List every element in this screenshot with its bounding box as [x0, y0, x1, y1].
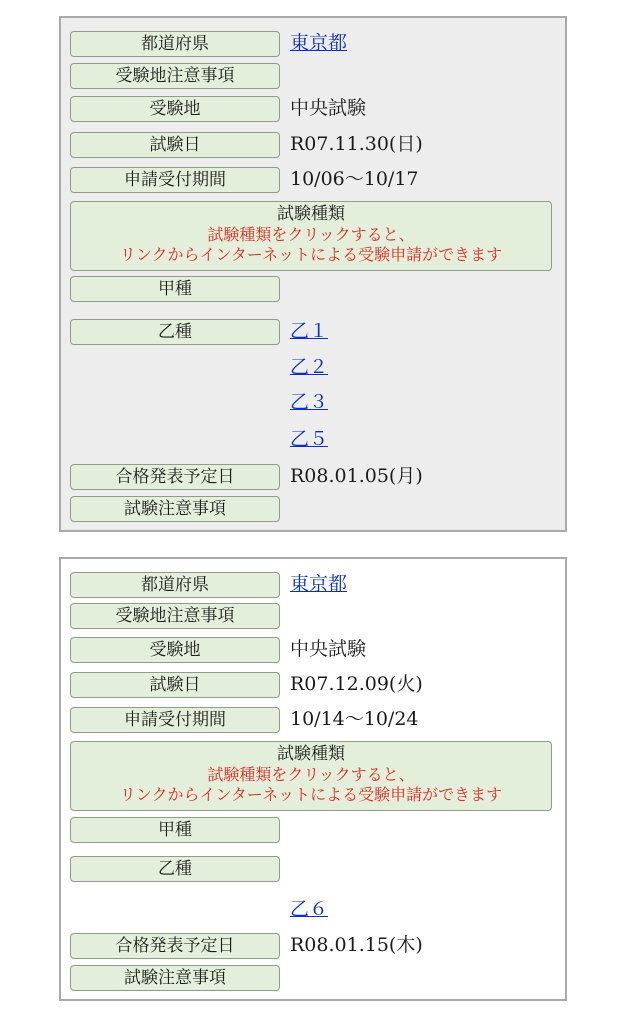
prefecture-link[interactable]: 東京都: [290, 32, 348, 54]
exam-types-label: 試験種類: [277, 204, 345, 224]
venue-row: [70, 96, 558, 122]
venue-notes-label: 受験地注意事項: [70, 63, 280, 89]
prefecture-row: [70, 572, 558, 598]
otsu-row: [70, 856, 558, 882]
exam-date-label: 試験日: [70, 132, 280, 158]
exam-card-1: [59, 16, 567, 532]
prefecture-row: [70, 31, 558, 57]
exam-notes-row: [70, 496, 558, 522]
otsu-1-link[interactable]: 乙１: [290, 320, 329, 342]
exam-types-note-line2: リンクからインターネットによる受験申請ができます: [119, 785, 503, 804]
exam-types-label: 試験種類: [277, 744, 345, 764]
result-date-label: 合格発表予定日: [70, 464, 280, 490]
venue-value: 中央試験: [290, 638, 367, 660]
exam-date-row: [70, 672, 558, 698]
venue-notes-label: 受験地注意事項: [70, 603, 280, 629]
application-period-row: [70, 167, 558, 193]
exam-notes-label: 試験注意事項: [70, 496, 280, 522]
exam-types-banner: [70, 741, 552, 811]
result-date-value: R08.01.05(月): [290, 465, 423, 487]
result-date-row: [70, 933, 558, 959]
application-period-value: 10/06～10/17: [290, 168, 419, 190]
otsu-5-link[interactable]: 乙５: [290, 428, 329, 450]
exam-date-label: 試験日: [70, 672, 280, 698]
venue-row: [70, 637, 558, 663]
exam-types-banner: [70, 201, 552, 271]
application-period-value: 10/14～10/24: [290, 708, 419, 730]
exam-date-value: R07.12.09(火): [290, 673, 423, 695]
exam-types-note-line2: リンクからインターネットによる受験申請ができます: [119, 245, 503, 264]
otsu-label: 乙種: [70, 319, 280, 345]
application-period-label: 申請受付期間: [70, 167, 280, 193]
otsu-3-link[interactable]: 乙３: [290, 391, 329, 413]
venue-notes-row: [70, 63, 558, 89]
exam-types-note-line1: 試験種類をクリックすると、: [207, 225, 415, 244]
exam-card-2: [59, 557, 567, 1001]
result-date-value: R08.01.15(木): [290, 934, 423, 956]
otsu-label: 乙種: [70, 856, 280, 882]
result-date-label: 合格発表予定日: [70, 933, 280, 959]
exam-date-row: [70, 132, 558, 158]
exam-date-value: R07.11.30(日): [290, 133, 423, 155]
venue-notes-row: [70, 603, 558, 629]
kou-row: [70, 817, 558, 843]
kou-label: 甲種: [70, 817, 280, 843]
exam-notes-label: 試験注意事項: [70, 965, 280, 991]
venue-value: 中央試験: [290, 97, 367, 119]
application-period-row: [70, 707, 558, 733]
prefecture-link[interactable]: 東京都: [290, 573, 348, 595]
otsu-6-link[interactable]: 乙６: [290, 898, 329, 920]
exam-types-note-line1: 試験種類をクリックすると、: [207, 765, 415, 784]
exam-notes-row: [70, 965, 558, 991]
result-date-row: [70, 464, 558, 490]
prefecture-label: 都道府県: [70, 572, 280, 598]
application-period-label: 申請受付期間: [70, 707, 280, 733]
prefecture-label: 都道府県: [70, 31, 280, 57]
venue-label: 受験地: [70, 96, 280, 122]
otsu-2-link[interactable]: 乙２: [290, 356, 329, 378]
venue-label: 受験地: [70, 637, 280, 663]
kou-label: 甲種: [70, 276, 280, 302]
kou-row: [70, 276, 558, 302]
